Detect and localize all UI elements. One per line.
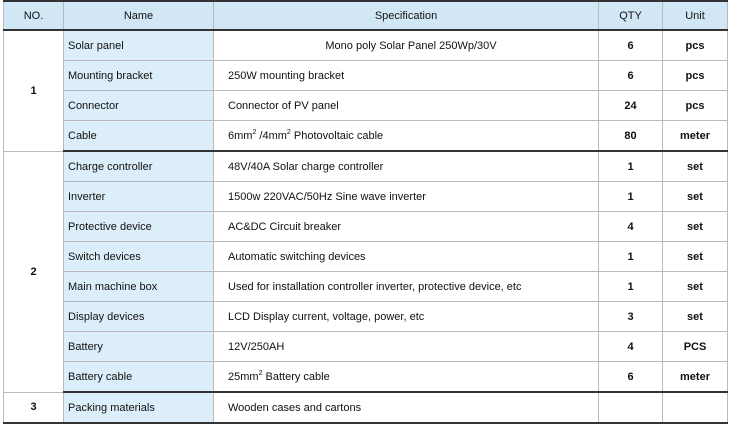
table-row — [4, 392, 728, 423]
table-row — [4, 332, 728, 362]
table-row — [4, 30, 728, 61]
table-row — [4, 302, 728, 332]
item-spec: LCD Display current, voltage, power, etc — [214, 302, 599, 332]
item-qty: 1 — [599, 272, 663, 302]
item-name: Display devices — [64, 302, 214, 332]
spec-part: 25mm — [228, 370, 259, 383]
item-qty: 24 — [599, 91, 663, 121]
equipment-specification-table — [3, 0, 728, 424]
item-qty: 6 — [599, 61, 663, 91]
item-unit: set — [663, 212, 728, 242]
header-specification: Specification — [214, 1, 599, 30]
table-row — [4, 151, 728, 182]
item-qty — [599, 392, 663, 423]
item-spec: 12V/250AH — [214, 332, 599, 362]
spec-part: /4mm — [256, 129, 287, 142]
item-spec — [214, 362, 599, 393]
item-qty: 4 — [599, 332, 663, 362]
item-unit: PCS — [663, 332, 728, 362]
table-row — [4, 242, 728, 272]
item-name: Packing materials — [64, 392, 214, 423]
spec-part: Battery cable — [262, 370, 330, 383]
item-qty: 80 — [599, 121, 663, 152]
item-qty: 1 — [599, 182, 663, 212]
superscript: 2 — [286, 128, 291, 136]
table-row — [4, 272, 728, 302]
table-row — [4, 121, 728, 152]
item-spec: Wooden cases and cartons — [214, 392, 599, 423]
header-name: Name — [64, 1, 214, 30]
item-qty: 3 — [599, 302, 663, 332]
item-name: Connector — [64, 91, 214, 121]
item-unit: set — [663, 302, 728, 332]
item-spec: Mono poly Solar Panel 250Wp/30V — [214, 30, 599, 61]
item-name: Charge controller — [64, 151, 214, 182]
header-qty: QTY — [599, 1, 663, 30]
item-unit: pcs — [663, 91, 728, 121]
header-no: NO. — [4, 1, 64, 30]
item-qty: 1 — [599, 151, 663, 182]
item-unit: meter — [663, 121, 728, 152]
item-unit — [663, 392, 728, 423]
item-name: Inverter — [64, 182, 214, 212]
item-qty: 6 — [599, 30, 663, 61]
specification-table-container — [3, 0, 727, 424]
item-qty: 6 — [599, 362, 663, 393]
item-unit: set — [663, 242, 728, 272]
spec-part: 6mm — [228, 129, 253, 142]
item-qty: 1 — [599, 242, 663, 272]
superscript: 2 — [258, 369, 263, 377]
item-qty: 4 — [599, 212, 663, 242]
table-body — [4, 30, 728, 423]
table-row — [4, 91, 728, 121]
item-spec: AC&DC Circuit breaker — [214, 212, 599, 242]
table-row — [4, 61, 728, 91]
item-spec: 250W mounting bracket — [214, 61, 599, 91]
table-header — [4, 1, 728, 30]
item-spec: 1500w 220VAC/50Hz Sine wave inverter — [214, 182, 599, 212]
item-name: Protective device — [64, 212, 214, 242]
item-name: Switch devices — [64, 242, 214, 272]
item-spec: Automatic switching devices — [214, 242, 599, 272]
item-unit: set — [663, 151, 728, 182]
group-number: 3 — [4, 392, 64, 423]
item-spec: Used for installation controller inverter, protective device, etc — [214, 272, 599, 302]
item-name: Main machine box — [64, 272, 214, 302]
item-unit: meter — [663, 362, 728, 393]
table-row — [4, 212, 728, 242]
group-number: 1 — [4, 30, 64, 151]
item-unit: set — [663, 272, 728, 302]
item-spec — [214, 121, 599, 152]
superscript: 2 — [252, 128, 257, 136]
table-row — [4, 182, 728, 212]
spec-part: Photovoltaic cable — [290, 129, 384, 142]
item-name: Mounting bracket — [64, 61, 214, 91]
header-row — [4, 1, 728, 30]
item-unit: pcs — [663, 30, 728, 61]
item-name: Cable — [64, 121, 214, 152]
table-row — [4, 362, 728, 393]
item-name: Battery cable — [64, 362, 214, 393]
item-name: Battery — [64, 332, 214, 362]
item-name: Solar panel — [64, 30, 214, 61]
header-unit: Unit — [663, 1, 728, 30]
group-number: 2 — [4, 151, 64, 392]
item-unit: pcs — [663, 61, 728, 91]
item-unit: set — [663, 182, 728, 212]
item-spec: 48V/40A Solar charge controller — [214, 151, 599, 182]
item-spec: Connector of PV panel — [214, 91, 599, 121]
